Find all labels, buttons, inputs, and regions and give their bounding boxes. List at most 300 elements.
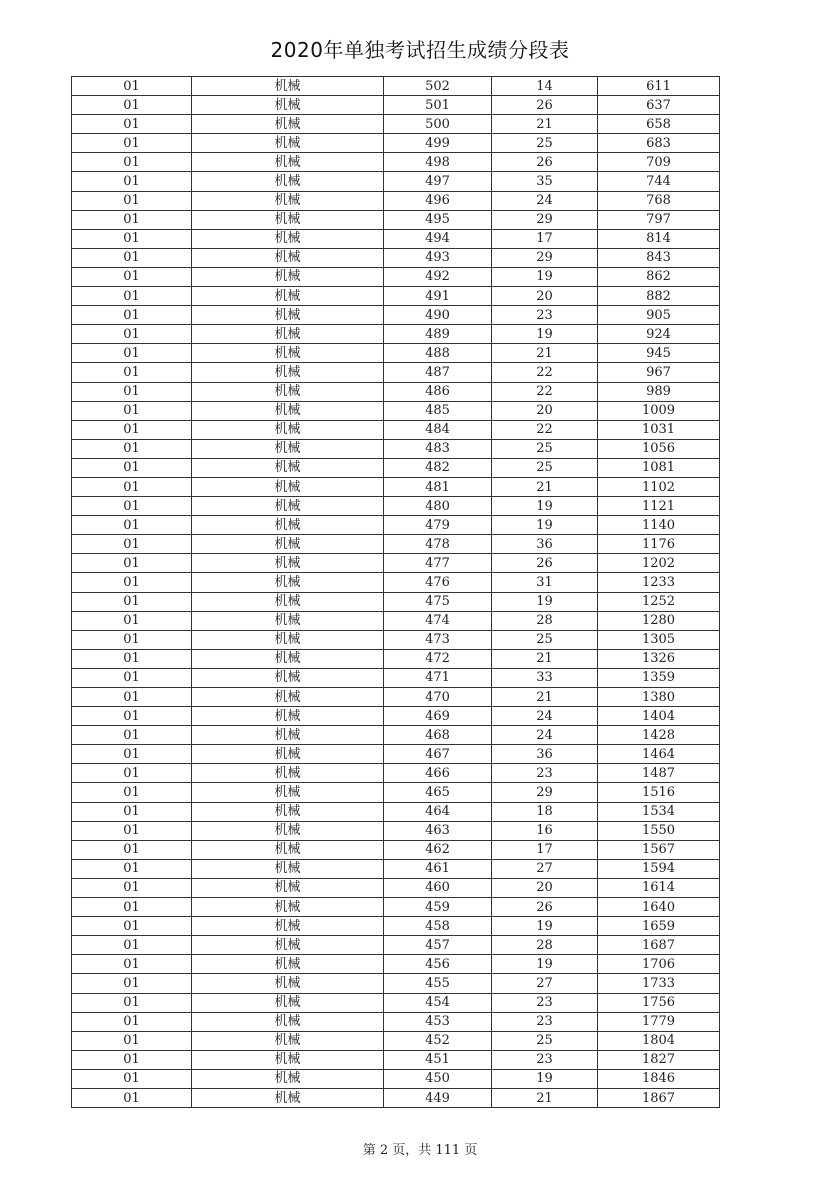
table-row (72, 229, 720, 248)
count-cell: 25 (492, 134, 598, 153)
score-cell: 452 (384, 1031, 492, 1050)
score-cell: 472 (384, 649, 492, 668)
count-cell: 25 (492, 458, 598, 477)
count-cell: 17 (492, 840, 598, 859)
cumulative-cell: 1706 (598, 955, 720, 974)
major-cell: 机械 (192, 96, 384, 115)
score-cell: 457 (384, 936, 492, 955)
count-cell: 21 (492, 115, 598, 134)
count-cell: 25 (492, 439, 598, 458)
count-cell: 29 (492, 783, 598, 802)
major-cell: 机械 (192, 821, 384, 840)
cumulative-cell: 1102 (598, 477, 720, 496)
count-cell: 21 (492, 1088, 598, 1107)
score-cell: 466 (384, 764, 492, 783)
count-cell: 29 (492, 210, 598, 229)
cumulative-cell: 1359 (598, 668, 720, 687)
table-row (72, 668, 720, 687)
table-row (72, 458, 720, 477)
score-cell: 493 (384, 248, 492, 267)
cumulative-cell: 1233 (598, 573, 720, 592)
page-title: 2020年单独考试招生成绩分段表 (270, 38, 570, 62)
count-cell: 36 (492, 535, 598, 554)
count-cell: 28 (492, 936, 598, 955)
score-cell: 465 (384, 783, 492, 802)
score-cell: 494 (384, 229, 492, 248)
count-cell: 24 (492, 707, 598, 726)
table-row (72, 688, 720, 707)
major-cell: 机械 (192, 229, 384, 248)
major-cell: 机械 (192, 306, 384, 325)
major-cell: 机械 (192, 1088, 384, 1107)
count-cell: 26 (492, 153, 598, 172)
count-cell: 25 (492, 1031, 598, 1050)
category-code-cell: 01 (72, 96, 192, 115)
category-code-cell: 01 (72, 344, 192, 363)
major-cell: 机械 (192, 573, 384, 592)
count-cell: 24 (492, 191, 598, 210)
table-row (72, 859, 720, 878)
score-cell: 464 (384, 802, 492, 821)
category-code-cell: 01 (72, 191, 192, 210)
table-row (72, 840, 720, 859)
major-cell: 机械 (192, 840, 384, 859)
major-cell: 机械 (192, 497, 384, 516)
category-code-cell: 01 (72, 955, 192, 974)
major-cell: 机械 (192, 191, 384, 210)
count-cell: 19 (492, 1069, 598, 1088)
score-cell: 489 (384, 325, 492, 344)
table-row (72, 153, 720, 172)
category-code-cell: 01 (72, 115, 192, 134)
major-cell: 机械 (192, 401, 384, 420)
major-cell: 机械 (192, 974, 384, 993)
table-row (72, 554, 720, 573)
category-code-cell: 01 (72, 878, 192, 897)
major-cell: 机械 (192, 668, 384, 687)
category-code-cell: 01 (72, 477, 192, 496)
cumulative-cell: 989 (598, 382, 720, 401)
count-cell: 20 (492, 878, 598, 897)
count-cell: 27 (492, 859, 598, 878)
score-cell: 459 (384, 898, 492, 917)
major-cell: 机械 (192, 115, 384, 134)
cumulative-cell: 905 (598, 306, 720, 325)
category-code-cell: 01 (72, 401, 192, 420)
count-cell: 25 (492, 630, 598, 649)
score-cell: 478 (384, 535, 492, 554)
score-cell: 477 (384, 554, 492, 573)
cumulative-cell: 658 (598, 115, 720, 134)
category-code-cell: 01 (72, 516, 192, 535)
cumulative-cell: 1252 (598, 592, 720, 611)
count-cell: 14 (492, 77, 598, 96)
count-cell: 19 (492, 325, 598, 344)
table-row (72, 1050, 720, 1069)
table-row (72, 535, 720, 554)
cumulative-cell: 1756 (598, 993, 720, 1012)
score-cell: 458 (384, 917, 492, 936)
cumulative-cell: 709 (598, 153, 720, 172)
major-cell: 机械 (192, 153, 384, 172)
category-code-cell: 01 (72, 153, 192, 172)
table-row (72, 267, 720, 286)
major-cell: 机械 (192, 458, 384, 477)
major-cell: 机械 (192, 1050, 384, 1069)
cumulative-cell: 683 (598, 134, 720, 153)
category-code-cell: 01 (72, 764, 192, 783)
count-cell: 19 (492, 516, 598, 535)
count-cell: 26 (492, 898, 598, 917)
cumulative-cell: 1121 (598, 497, 720, 516)
score-cell: 470 (384, 688, 492, 707)
category-code-cell: 01 (72, 688, 192, 707)
table-row (72, 477, 720, 496)
count-cell: 27 (492, 974, 598, 993)
table-row (72, 420, 720, 439)
score-cell: 468 (384, 726, 492, 745)
count-cell: 29 (492, 248, 598, 267)
score-cell: 476 (384, 573, 492, 592)
cumulative-cell: 945 (598, 344, 720, 363)
table-row (72, 783, 720, 802)
table-row (72, 936, 720, 955)
score-cell: 462 (384, 840, 492, 859)
score-cell: 474 (384, 611, 492, 630)
category-code-cell: 01 (72, 936, 192, 955)
cumulative-cell: 1428 (598, 726, 720, 745)
major-cell: 机械 (192, 382, 384, 401)
count-cell: 18 (492, 802, 598, 821)
major-cell: 机械 (192, 936, 384, 955)
page-footer: 第 2 页，共 111 页 (362, 1143, 478, 1158)
cumulative-cell: 1202 (598, 554, 720, 573)
category-code-cell: 01 (72, 1069, 192, 1088)
cumulative-cell: 1846 (598, 1069, 720, 1088)
table-row (72, 955, 720, 974)
cumulative-cell: 814 (598, 229, 720, 248)
cumulative-cell: 1550 (598, 821, 720, 840)
score-cell: 488 (384, 344, 492, 363)
category-code-cell: 01 (72, 77, 192, 96)
count-cell: 23 (492, 1012, 598, 1031)
cumulative-cell: 862 (598, 267, 720, 286)
table-row (72, 878, 720, 897)
major-cell: 机械 (192, 726, 384, 745)
category-code-cell: 01 (72, 420, 192, 439)
table-row (72, 401, 720, 420)
category-code-cell: 01 (72, 287, 192, 306)
cumulative-cell: 1176 (598, 535, 720, 554)
category-code-cell: 01 (72, 210, 192, 229)
table-row (72, 134, 720, 153)
score-cell: 454 (384, 993, 492, 1012)
score-cell: 492 (384, 267, 492, 286)
major-cell: 机械 (192, 783, 384, 802)
major-cell: 机械 (192, 287, 384, 306)
count-cell: 26 (492, 554, 598, 573)
category-code-cell: 01 (72, 248, 192, 267)
table-row (72, 382, 720, 401)
major-cell: 机械 (192, 878, 384, 897)
category-code-cell: 01 (72, 1012, 192, 1031)
major-cell: 机械 (192, 611, 384, 630)
major-cell: 机械 (192, 649, 384, 668)
count-cell: 21 (492, 688, 598, 707)
cumulative-cell: 1594 (598, 859, 720, 878)
table-row (72, 726, 720, 745)
cumulative-cell: 1280 (598, 611, 720, 630)
category-code-cell: 01 (72, 630, 192, 649)
category-code-cell: 01 (72, 917, 192, 936)
category-code-cell: 01 (72, 267, 192, 286)
score-cell: 471 (384, 668, 492, 687)
count-cell: 33 (492, 668, 598, 687)
cumulative-cell: 1380 (598, 688, 720, 707)
major-cell: 机械 (192, 955, 384, 974)
major-cell: 机械 (192, 917, 384, 936)
category-code-cell: 01 (72, 1088, 192, 1107)
score-cell: 469 (384, 707, 492, 726)
score-cell: 453 (384, 1012, 492, 1031)
cumulative-cell: 1140 (598, 516, 720, 535)
table-row (72, 248, 720, 267)
cumulative-cell: 1404 (598, 707, 720, 726)
category-code-cell: 01 (72, 172, 192, 191)
table-row (72, 993, 720, 1012)
cumulative-cell: 1827 (598, 1050, 720, 1069)
table-row (72, 764, 720, 783)
score-cell: 481 (384, 477, 492, 496)
table-row (72, 497, 720, 516)
category-code-cell: 01 (72, 783, 192, 802)
score-cell: 501 (384, 96, 492, 115)
major-cell: 机械 (192, 630, 384, 649)
major-cell: 机械 (192, 172, 384, 191)
category-code-cell: 01 (72, 974, 192, 993)
major-cell: 机械 (192, 745, 384, 764)
category-code-cell: 01 (72, 439, 192, 458)
table-row (72, 630, 720, 649)
major-cell: 机械 (192, 134, 384, 153)
category-code-cell: 01 (72, 497, 192, 516)
major-cell: 机械 (192, 993, 384, 1012)
cumulative-cell: 1487 (598, 764, 720, 783)
category-code-cell: 01 (72, 535, 192, 554)
score-cell: 482 (384, 458, 492, 477)
category-code-cell: 01 (72, 382, 192, 401)
major-cell: 机械 (192, 764, 384, 783)
major-cell: 机械 (192, 439, 384, 458)
score-cell: 451 (384, 1050, 492, 1069)
count-cell: 23 (492, 993, 598, 1012)
category-code-cell: 01 (72, 229, 192, 248)
cumulative-cell: 1516 (598, 783, 720, 802)
category-code-cell: 01 (72, 649, 192, 668)
major-cell: 机械 (192, 267, 384, 286)
score-cell: 475 (384, 592, 492, 611)
count-cell: 28 (492, 611, 598, 630)
count-cell: 16 (492, 821, 598, 840)
major-cell: 机械 (192, 688, 384, 707)
major-cell: 机械 (192, 325, 384, 344)
table-row (72, 611, 720, 630)
table-row (72, 1088, 720, 1107)
table-row (72, 306, 720, 325)
table-row (72, 745, 720, 764)
major-cell: 机械 (192, 363, 384, 382)
category-code-cell: 01 (72, 554, 192, 573)
table-row (72, 172, 720, 191)
table-row (72, 344, 720, 363)
table-row (72, 325, 720, 344)
major-cell: 机械 (192, 592, 384, 611)
table-row (72, 974, 720, 993)
table-row (72, 573, 720, 592)
table-row (72, 516, 720, 535)
major-cell: 机械 (192, 802, 384, 821)
score-cell: 485 (384, 401, 492, 420)
category-code-cell: 01 (72, 1031, 192, 1050)
cumulative-cell: 1081 (598, 458, 720, 477)
category-code-cell: 01 (72, 573, 192, 592)
table-row (72, 821, 720, 840)
score-cell: 480 (384, 497, 492, 516)
category-code-cell: 01 (72, 898, 192, 917)
score-cell: 497 (384, 172, 492, 191)
score-cell: 490 (384, 306, 492, 325)
cumulative-cell: 637 (598, 96, 720, 115)
major-cell: 机械 (192, 1069, 384, 1088)
major-cell: 机械 (192, 77, 384, 96)
score-cell: 456 (384, 955, 492, 974)
count-cell: 19 (492, 267, 598, 286)
category-code-cell: 01 (72, 363, 192, 382)
cumulative-cell: 1687 (598, 936, 720, 955)
cumulative-cell: 1534 (598, 802, 720, 821)
table-row (72, 439, 720, 458)
category-code-cell: 01 (72, 707, 192, 726)
table-row (72, 802, 720, 821)
count-cell: 20 (492, 287, 598, 306)
major-cell: 机械 (192, 554, 384, 573)
score-cell: 455 (384, 974, 492, 993)
table-row (72, 1069, 720, 1088)
score-cell: 496 (384, 191, 492, 210)
major-cell: 机械 (192, 516, 384, 535)
major-cell: 机械 (192, 1012, 384, 1031)
count-cell: 31 (492, 573, 598, 592)
cumulative-cell: 1614 (598, 878, 720, 897)
count-cell: 19 (492, 917, 598, 936)
major-cell: 机械 (192, 210, 384, 229)
cumulative-cell: 843 (598, 248, 720, 267)
score-cell: 498 (384, 153, 492, 172)
cumulative-cell: 1779 (598, 1012, 720, 1031)
count-cell: 17 (492, 229, 598, 248)
major-cell: 机械 (192, 477, 384, 496)
major-cell: 机械 (192, 707, 384, 726)
major-cell: 机械 (192, 898, 384, 917)
cumulative-cell: 744 (598, 172, 720, 191)
count-cell: 21 (492, 477, 598, 496)
category-code-cell: 01 (72, 306, 192, 325)
category-code-cell: 01 (72, 802, 192, 821)
score-cell: 499 (384, 134, 492, 153)
score-cell: 463 (384, 821, 492, 840)
table-row (72, 1031, 720, 1050)
category-code-cell: 01 (72, 745, 192, 764)
major-cell: 机械 (192, 1031, 384, 1050)
score-table (71, 76, 720, 1108)
score-cell: 479 (384, 516, 492, 535)
cumulative-cell: 1640 (598, 898, 720, 917)
count-cell: 22 (492, 363, 598, 382)
count-cell: 21 (492, 649, 598, 668)
score-cell: 467 (384, 745, 492, 764)
cumulative-cell: 1056 (598, 439, 720, 458)
count-cell: 22 (492, 382, 598, 401)
cumulative-cell: 924 (598, 325, 720, 344)
major-cell: 机械 (192, 859, 384, 878)
score-cell: 473 (384, 630, 492, 649)
category-code-cell: 01 (72, 592, 192, 611)
cumulative-cell: 1326 (598, 649, 720, 668)
cumulative-cell: 1804 (598, 1031, 720, 1050)
category-code-cell: 01 (72, 325, 192, 344)
table-row (72, 77, 720, 96)
table-row (72, 115, 720, 134)
category-code-cell: 01 (72, 668, 192, 687)
category-code-cell: 01 (72, 134, 192, 153)
score-cell: 450 (384, 1069, 492, 1088)
score-cell: 461 (384, 859, 492, 878)
cumulative-cell: 768 (598, 191, 720, 210)
cumulative-cell: 611 (598, 77, 720, 96)
table-row (72, 287, 720, 306)
cumulative-cell: 882 (598, 287, 720, 306)
cumulative-cell: 797 (598, 210, 720, 229)
major-cell: 机械 (192, 344, 384, 363)
count-cell: 22 (492, 420, 598, 439)
score-cell: 486 (384, 382, 492, 401)
score-cell: 487 (384, 363, 492, 382)
category-code-cell: 01 (72, 993, 192, 1012)
score-cell: 483 (384, 439, 492, 458)
count-cell: 24 (492, 726, 598, 745)
score-cell: 449 (384, 1088, 492, 1107)
table-row (72, 917, 720, 936)
count-cell: 19 (492, 955, 598, 974)
category-code-cell: 01 (72, 458, 192, 477)
count-cell: 36 (492, 745, 598, 764)
score-cell: 495 (384, 210, 492, 229)
count-cell: 23 (492, 306, 598, 325)
score-cell: 500 (384, 115, 492, 134)
cumulative-cell: 1733 (598, 974, 720, 993)
count-cell: 19 (492, 497, 598, 516)
major-cell: 机械 (192, 420, 384, 439)
category-code-cell: 01 (72, 1050, 192, 1069)
count-cell: 23 (492, 764, 598, 783)
table-row (72, 1012, 720, 1031)
count-cell: 26 (492, 96, 598, 115)
table-row (72, 210, 720, 229)
cumulative-cell: 1659 (598, 917, 720, 936)
cumulative-cell: 1464 (598, 745, 720, 764)
score-cell: 460 (384, 878, 492, 897)
category-code-cell: 01 (72, 821, 192, 840)
